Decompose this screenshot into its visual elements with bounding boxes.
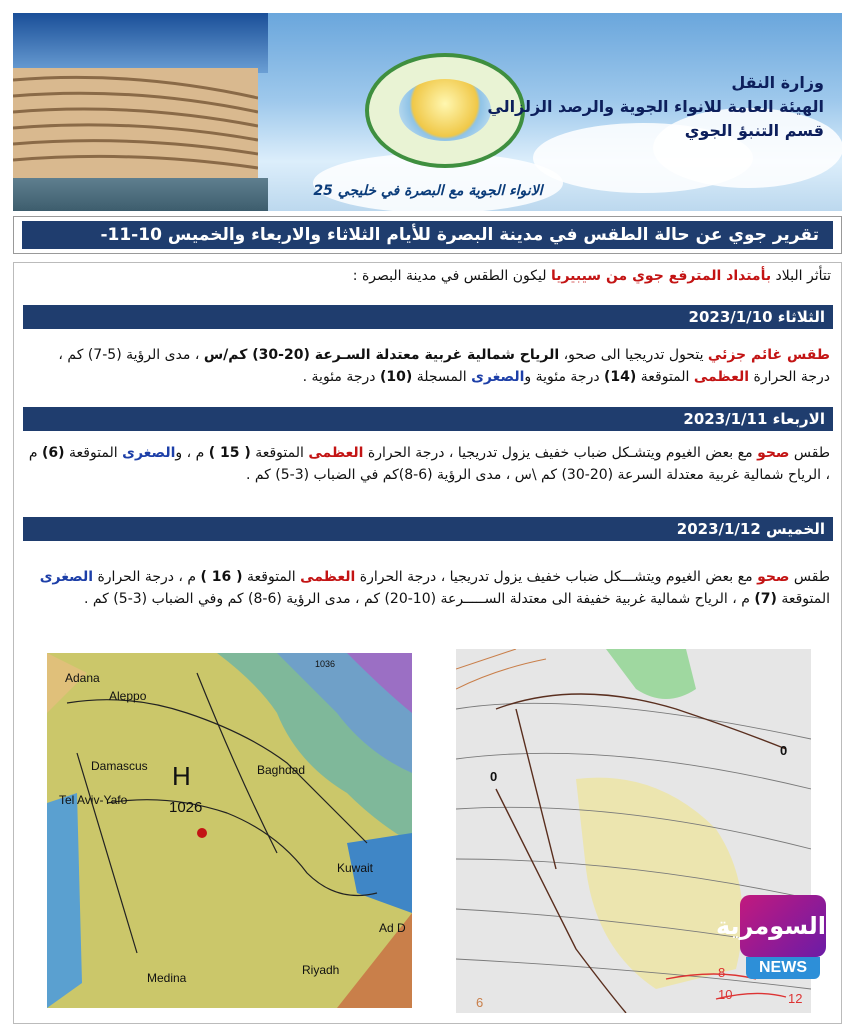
high-pressure-label: H: [172, 761, 191, 791]
banner-tagline: الانواء الجوية مع البصرة في خليجي 25: [313, 183, 543, 199]
city-label: Tel Aviv-Yafo: [59, 793, 128, 807]
department-name: قسم التنبؤ الجوي: [684, 121, 824, 140]
news-brand-logo: السومرية: [740, 895, 826, 957]
intro-after: ليكون الطقس في مدينة البصرة :: [352, 268, 551, 284]
news-label: NEWS: [746, 957, 820, 979]
day-header-wednesday: الاربعاء 2023/1/11: [23, 407, 833, 431]
contour-label: 0: [490, 769, 498, 784]
contour-label: 0: [780, 743, 788, 758]
high-pressure-center-marker: [197, 828, 207, 838]
report-title-frame: [13, 216, 842, 254]
pressure-map: [47, 653, 412, 1008]
city-label: Ad D: [379, 921, 406, 935]
intro-highlight: بأمتداد المترفع جوي من سيبيريا: [550, 268, 772, 284]
news-channel-badge: [715, 895, 826, 981]
city-label: Riyadh: [302, 963, 340, 977]
intro-line: [31, 268, 831, 284]
city-label: Kuwait: [337, 861, 374, 875]
banner-water: [13, 178, 268, 211]
day-header-tuesday: الثلاثاء 2023/1/10: [23, 305, 833, 329]
day-header-thursday: الخميس 2023/1/12: [23, 517, 833, 541]
stadium-illustration: [13, 68, 258, 178]
ministry-block: [487, 71, 824, 143]
authority-name: الهيئة العامة للانواء الجوية والرصد الزلزالي: [487, 97, 824, 116]
city-label: Medina: [147, 971, 187, 985]
intro-before: تتأثر البلاد: [771, 268, 831, 284]
banner-sky: [13, 13, 268, 73]
contour-label: 8: [718, 965, 726, 980]
sun-cloud-emblem: [399, 79, 491, 141]
day-forecast-wednesday: طقس صحو مع بعض الغيوم ويتشـكل ضباب خفيف يزول تدريجيا ، درجة الحرارة العظمى المتوقعة ( 15 ) م ، والصغرى المتوقعة (6) م ، الرياح شمالية غربية معتدلة السرعة (20-30) كم \س ، مدى الرؤية (6-8)كم في الضباب (3-5) كم .: [28, 445, 830, 483]
day-forecast-thursday: طقس صحو مع بعض الغيوم ويتشـــكل ضباب خفيف يزول تدريجيا ، درجة الحرارة العظمى المتوقعة ( 16 ) م ، درجة الحرارة الصغرى المتوقعة (7) م ، الرياح شمالية غربية خفيفة الى معتدلة الســـــرعة (10-20) كم ، مدى الرؤية (6-8) كم وفي الضباب (3-5) كم .: [39, 569, 830, 607]
city-label: Aleppo: [109, 689, 147, 703]
pressure-map-graphic: [47, 653, 412, 1008]
city-label: Adana: [65, 671, 100, 685]
report-title: تقرير جوي عن حالة الطقس في مدينة البصرة للأيام الثلاثاء والاربعاء والخميس 10-11-: [22, 221, 833, 249]
ministry-name: وزارة النقل: [731, 73, 824, 92]
isobar-label: 1036: [315, 659, 336, 669]
city-label: Baghdad: [257, 763, 306, 777]
contour-label: 10: [718, 987, 733, 1002]
city-label: Damascus: [91, 759, 148, 773]
contour-label: 6: [476, 995, 484, 1010]
day-forecast-tuesday: طقس غائم جزئي يتحول تدريجيا الى صحو، الرياح شمالية غربية معتدلة السـرعة (20-30) كم/س ، مدى الرؤية (5-7) كم ، درجة الحرارة العظمى المتوقعة (14) درجة مئوية والصغرى المسجلة (10) درجة مئوية .: [58, 347, 830, 385]
contour-label: 12: [788, 991, 803, 1006]
high-pressure-value: 1026: [169, 799, 203, 816]
header-banner: [13, 13, 842, 211]
